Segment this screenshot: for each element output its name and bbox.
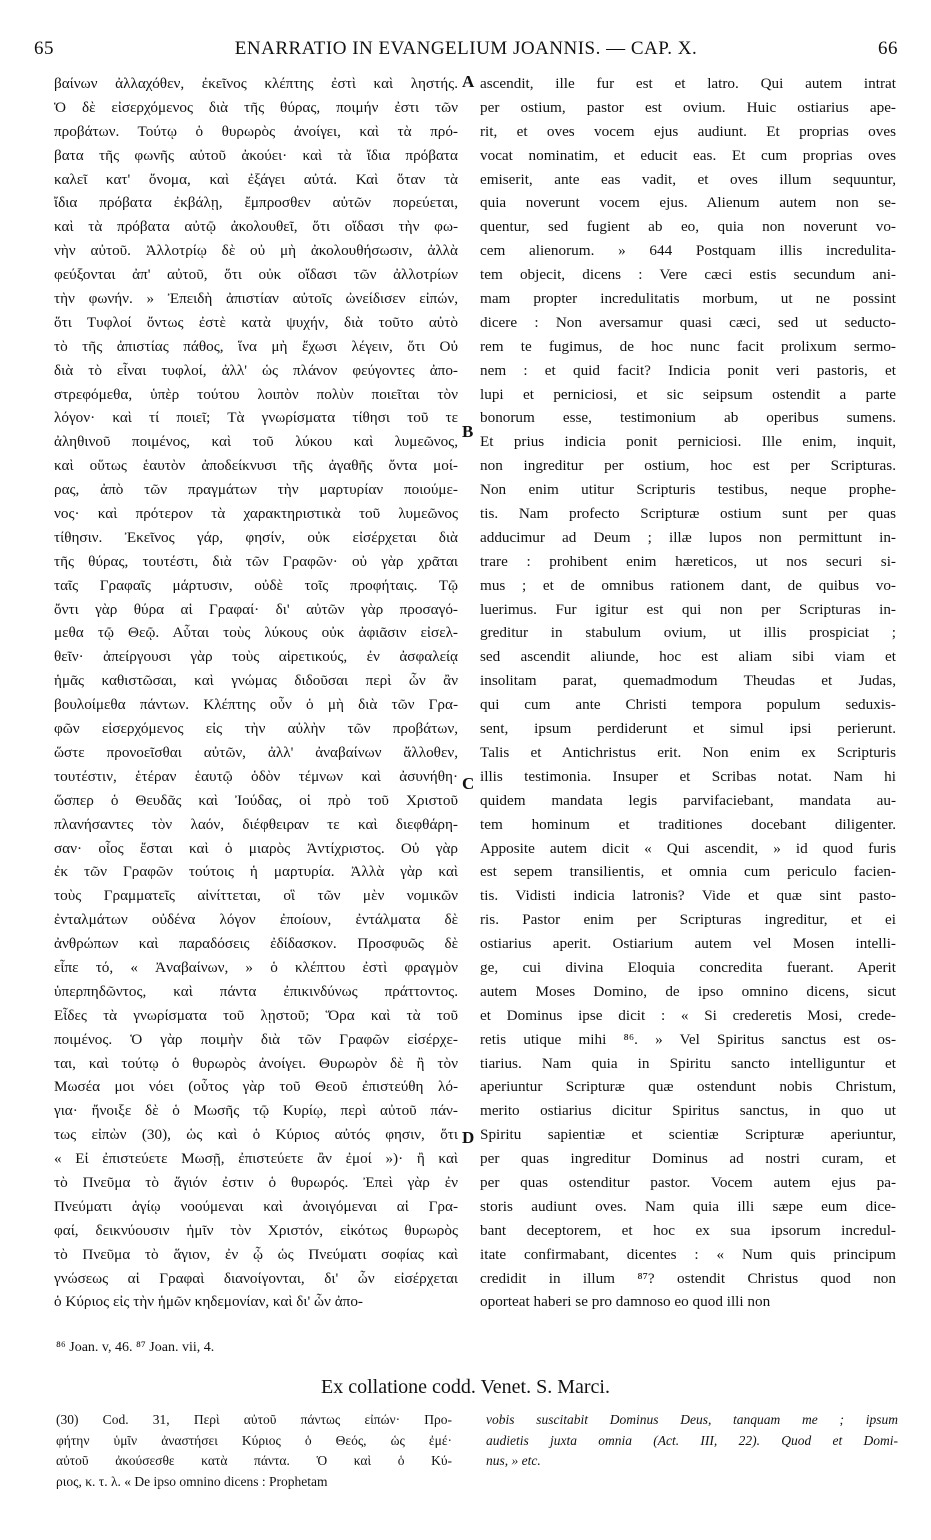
latin-text-line: tis. Vidisti indicia latronis? Vide et quæ sint pasto-	[480, 887, 896, 905]
latin-text-line: rem te fugimus, de hoc nunc facit prolixum sermo-	[480, 337, 896, 355]
latin-text-line: Apposite autem dicit « Qui ascendit, » id quod furis	[480, 839, 896, 857]
greek-text-line: φαί, δεικνύουσιν ἡμῖν τὸν Χριστόν, εἰκότως θυρωρὸς	[54, 1221, 458, 1239]
latin-text-line: non ingreditur per ostium, hoc est per Scripturas.	[480, 457, 896, 475]
greek-text-column	[54, 72, 458, 1314]
latin-text-line: Non enim utitur Scripturis testibus, neque prophe-	[480, 481, 896, 499]
latin-text-line: trare : prohibent enim hæreticos, ut nos securi si-	[480, 552, 896, 570]
latin-text-line: nem : et quid facit? Indicia ponit veri pastoris, et	[480, 361, 896, 379]
latin-text-line: ascendit, ille fur est et latro. Qui autem intrat	[480, 75, 896, 92]
greek-text-line: ὑπερπηδῶντος, καὶ πάντα ἐπικινδύνως πράττοντος.	[54, 982, 458, 1000]
latin-text-line: per quas ingreditur Dominus ad nostri curam, et	[480, 1150, 896, 1168]
latin-text-line: Et prius indicia ponit perniciosi. Ille enim, inquit,	[480, 433, 896, 451]
latin-text-line: luerimus. Fur igitur est qui non per Scripturas in-	[480, 600, 896, 618]
latin-text-line: bant deceptorem, et hoc ex sua ipsorum incredul-	[480, 1221, 896, 1239]
greek-text-line: προβάτων. Τούτῳ ὁ θυρωρὸς ἀνοίγει, καὶ τὰ πρό-	[54, 122, 458, 140]
latin-text-line: vocat nominatim, et educit eas. Et cum proprias oves	[480, 146, 896, 164]
greek-text-line: ται, καὶ τούτῳ ὁ θυρωρὸς ἀνοίγει. Θυρωρὸν δὲ ἢ τὸν	[54, 1054, 458, 1072]
greek-text-line: τουτέστιν, ἑτέραν ἑαυτῷ ὁδὸν τέμνων καὶ ἀσυνήθη·	[54, 767, 458, 785]
latin-text-line: mus ; et de omnibus rationem dant, de quibus vo-	[480, 576, 896, 594]
greek-text-line: Μωσέα μοι νόει (οὗτος γὰρ τοῦ Θεοῦ ἐπιστεύθη λό-	[54, 1078, 458, 1096]
latin-text-column	[480, 72, 896, 1314]
footnotes: ⁸⁶ Joan. v, 46. ⁸⁷ Joan. vii, 4.	[56, 1340, 215, 1355]
greek-text-line: τοὺς Γραμματεῖς αἰνίττεται, οἳ τῶν μὲν νομικῶν	[54, 887, 458, 905]
latin-text-line: credidit in illum ⁸⁷? ostendit Christus quod non	[480, 1269, 896, 1287]
latin-text-line: insolitam parat, quemadmodum Theudas et Judas,	[480, 672, 896, 690]
latin-text-line: rit, et oves vocem ejus audiunt. Et proprias oves	[480, 122, 896, 140]
greek-text-line: λόγον· καὶ τί ποιεῖ; Τὰ γνωρίσματα τίθησι τοῦ τε	[54, 409, 458, 427]
margin-marker-b: B	[462, 422, 474, 441]
greek-text-line: τὴν φωνήν. » Ἐπειδὴ ἀπιστίαν αὐτοῖς ὠνείδισεν εἰπών,	[54, 290, 458, 308]
latin-text-line: ostiarius aperit. Ostiarium autem vel Mosen intelli-	[480, 935, 896, 953]
critical-note-left	[56, 1410, 452, 1492]
greek-text-line: τὸ Πνεῦμα τὸ ἅγιον, ἐν ᾧ ὡς Πνεύματι σοφίας καὶ	[54, 1245, 458, 1263]
note-line: φήτην ὑμῖν ἀναστήσει Κύριος ὁ Θεός, ὡς ἐμέ·	[56, 1432, 452, 1448]
greek-text-line: « Εἰ ἐπιστεύετε Μωσῇ, ἐπιστεύετε ἂν ἐμοί »)· ἢ καὶ	[54, 1150, 458, 1168]
greek-text-line: ἐνταλμάτων οὐδένα λόγον ἐποίουν, ἐντάλματα δὲ	[54, 911, 458, 929]
greek-text-line: ὅτι Τυφλοί ὄντως ἐστὲ κατὰ ψυχήν, διὰ τοῦτο αὐτὸ	[54, 313, 458, 331]
greek-text-line: Πνεύματι ἁγίῳ νοούμεναι καὶ ἀνοιγόμεναι αἱ Γρα-	[54, 1197, 458, 1215]
collation-heading: Ex collatione codd. Venet. S. Marci.	[320, 1376, 610, 1398]
latin-text-line: retis utique mihi ⁸⁶. » Vel Spiritus sanctus est os-	[480, 1030, 896, 1048]
latin-text-line: ge, cui divina Eloquia concredita fuerant. Aperit	[480, 958, 896, 976]
greek-text-line: τίθησιν. Ἐκεῖνος γάρ, φησίν, οὐκ εἰσέρχεται διὰ	[54, 528, 458, 546]
greek-text-line: σαν· οἷος ἔσται καὶ ὁ μιαρὸς Ἀντίχριστος. Οὐ γὰρ	[54, 839, 458, 857]
greek-text-line: καλεῖ κατ' ὄνομα, καὶ ἐξάγει αὐτά. Καὶ ὅταν τὰ	[54, 170, 458, 188]
latin-text-line: emiserit, ante eas vadit, et oves illum sequuntur,	[480, 170, 896, 188]
latin-text-line: greditur in stabulum ovium, ut illis prospiciat ;	[480, 624, 896, 642]
margin-marker-c: C	[462, 774, 475, 793]
margin-marker-d: D	[462, 1128, 475, 1147]
greek-text-line: ἴδια πρόβατα ἐκβάλῃ, ἔμπροσθεν αὐτῶν πορεύεται,	[54, 194, 458, 212]
page-number-left: 65	[34, 38, 54, 59]
greek-text-line: εἶπε τό, « Ἀναβαίνων, » ὁ κλέπτου ἐστὶ φραγμὸν	[54, 958, 458, 976]
greek-text-line: γνώσεως αἱ Γραφαὶ διανοίγονται, δι' ὧν εἰσέρχεται	[54, 1269, 458, 1287]
greek-text-line: νος· καὶ πρότερον τὰ χαρακτηριστικὰ τοῦ λυμεῶνος	[54, 505, 458, 523]
note-line: nus, » etc.	[486, 1453, 541, 1468]
greek-text-line: ποιμένος. Ὁ γὰρ ποιμὴν διὰ τῶν Γραφῶν εἰσέρχε-	[54, 1030, 458, 1048]
greek-text-line: καὶ τὰ πρόβατα αὐτῷ ἀκολουθεῖ, ὅτι οἴδασι τὴν φω-	[54, 218, 458, 236]
latin-text-line: Talis et Antichristus erit. Non enim ex Scripturis	[480, 743, 896, 761]
greek-text-line: ὥστε προνοεῖσθαι αὐτῶν, ἀλλ' ἀναβαίνων ἄλλοθεν,	[54, 743, 458, 761]
greek-text-line: ταῖς Γραφαῖς μάρτυσιν, οὐδὲ τοῖς προφήταις. Τῷ	[54, 576, 458, 594]
latin-text-line: oporteat haberi se pro damnoso eo quod illi non	[480, 1293, 771, 1311]
latin-text-line: qui cum ante Christi tempora populum seduxis-	[480, 696, 896, 714]
latin-text-line: lupi et perniciosi, et sic seipsum ostendit a parte	[480, 385, 896, 403]
greek-text-line: βαίνων ἀλλαχόθεν, ἐκεῖνος κλέπτης ἐστὶ καὶ ληστής.	[54, 75, 458, 92]
greek-text-line: θεῖν· ἀπείργουσι γὰρ τοὺς αἱρετικούς, ἐν ἀσφαλείᾳ	[54, 648, 458, 666]
latin-text-line: per quas ostenditur pastor. Vocem autem ejus pa-	[480, 1173, 896, 1191]
page-number-right: 66	[878, 38, 898, 59]
greek-text-line: μεθα τῷ Θεῷ. Αὗται τοὺς λύκους οὐκ ἀφιᾶσιν εἰσελ-	[54, 624, 458, 642]
greek-text-line: τὸ τῆς ἀπιστίας πάθος, ἵνα μὴ ἔχωσι λέγειν, ὅτι Οὐ	[54, 337, 458, 355]
greek-text-line: ἀληθινοῦ ποιμένος, καὶ τοῦ λύκου καὶ λυμεῶνος,	[54, 433, 458, 451]
latin-text-line: mam propter incredulitatis morbum, ut ne possint	[480, 290, 896, 308]
latin-text-line: storis audiunt oves. Nam quia illi sæpe eum dice-	[480, 1197, 896, 1215]
greek-text-line: ὄντι γὰρ θύρα αἱ Γραφαί· δι' αὐτῶν γὰρ προσαγό-	[54, 600, 458, 618]
greek-text-line: φεύξονται ἀπ' αὐτοῦ, ὅτι οὐκ οἴδασι τῶν ἀλλοτρίων	[54, 266, 458, 284]
running-header	[34, 34, 898, 68]
latin-text-line: autem Moses Domino, de ipso omnino dicens, sicut	[480, 982, 896, 1000]
margin-marker-a: A	[462, 72, 475, 91]
latin-text-line: Spiritu sapientiæ et scientiæ Scripturæ aperiuntur,	[480, 1126, 896, 1144]
greek-text-line: για· ἤνοιξε δὲ ὁ Μωσῆς τῷ Κυρίῳ, περὶ αὐτοῦ πάν-	[54, 1102, 458, 1120]
latin-text-line: et Dominus ipse dicit : « Si crederetis Mosi, crede-	[480, 1006, 896, 1024]
greek-text-line: ρας, ἀπὸ τῶν πραγμάτων τὴν μαρτυρίαν ποιούμε-	[54, 481, 458, 499]
latin-text-line: tis. Nam profecto Scripturæ ostium sunt per quas	[480, 505, 896, 523]
latin-text-line: per ostium, pastor est ovium. Huic ostiarius ape-	[480, 98, 896, 116]
latin-text-line: tiarius. Nam quia in Spiritu sancto intelliguntur et	[480, 1054, 896, 1072]
greek-text-line: φῶν εἰσερχόμενος εἰς τὴν αὐλὴν τῶν προβάτων,	[54, 720, 458, 738]
greek-text-line: στρεφόμεθα, ὑπὲρ τούτου λοιπὸν πολὺν ποιεῖται τὸν	[54, 385, 458, 403]
greek-text-line: ὁ Κύριος εἰς τὴν ἡμῶν κηδεμονίαν, καὶ δι' ὧν ἀπο-	[54, 1293, 363, 1311]
note-line: ριος, κ. τ. λ. « De ipso omnino dicens : Prophetam	[56, 1473, 328, 1489]
latin-text-line: adducimur ad Deum ; illæ lupos non permittunt in-	[480, 528, 896, 546]
latin-text-line: quentur, sed fugient ab eo, quia non noverunt vo-	[480, 218, 896, 236]
latin-text-line: quia noverunt vocem ejus. Alienum autem non se-	[480, 194, 896, 212]
greek-text-line: τὸ Πνεῦμα τὸ ἅγιόν ἐστιν ὁ θυρωρός. Ἐπεὶ γὰρ ἐν	[54, 1173, 458, 1191]
greek-text-line: Ὁ δὲ εἰσερχόμενος διὰ τῆς θύρας, ποιμήν ἐστι τῶν	[54, 98, 458, 116]
latin-text-line: tem objecit, dicens : Vere cæci estis secundum ani-	[480, 266, 896, 284]
greek-text-line: διὰ τὸ εἶναι τυφλοί, ἀλλ' ὡς πλάνον φεύγοντες ἀπο-	[54, 361, 458, 379]
greek-text-line: Εἶδες τὰ γνωρίσματα τοῦ λῃστοῦ; Ὅρα καὶ τὰ τοῦ	[54, 1006, 458, 1024]
note-line: vobis suscitabit Dominus Deus, tanquam me ; ipsum	[486, 1412, 898, 1427]
latin-text-line: ris. Pastor enim per Scripturas ingreditur, et ei	[480, 911, 896, 929]
greek-text-line: πλανήσαντες τὸν λαόν, διέφθειραν τε καὶ διεφθάρη-	[54, 815, 458, 833]
note-line: (30) Cod. 31, Περὶ αὐτοῦ πάντως εἰπών· Προ-	[56, 1412, 452, 1427]
greek-text-line: τῆς θύρας, τουτέστι, διὰ τῶν Γραφῶν· οὐ γὰρ χρᾶται	[54, 552, 458, 570]
greek-text-line: ὥσπερ ὁ Θευδᾶς καὶ Ἰούδας, οἱ πρὸ τοῦ Χριστοῦ	[54, 791, 458, 809]
running-title: ENARRATIO IN EVANGELIUM JOANNIS. — CAP. X.	[234, 38, 698, 59]
latin-text-line: cem alienorum. » 644 Postquam illis incredulita-	[480, 242, 896, 260]
critical-note-right	[486, 1410, 898, 1472]
latin-text-line: tem hominum et traditiones docebant diligenter.	[480, 815, 896, 833]
latin-text-line: merito ostiarius dicitur Spiritus sanctus, in quo ut	[480, 1102, 896, 1120]
latin-text-line: bonorum esse, testimonium ab operibus sumens.	[480, 409, 896, 427]
note-line: audietis juxta omnia (Act. III, 22). Quod et Domi-	[486, 1432, 898, 1448]
latin-text-line: dicere : Non aversamur quasi cæci, sed ut seducto-	[480, 313, 896, 331]
greek-text-line: βουλοίμεθα πάντων. Κλέπτης οὖν ὁ μὴ διὰ τῶν Γρα-	[54, 696, 458, 714]
latin-text-line: sent, ipsum perdiderunt et simul ipsi perierunt.	[480, 720, 896, 738]
greek-text-line: βατα τῆς φωνῆς αὐτοῦ ἀκούει· καὶ τὰ ἴδια πρόβατα	[54, 146, 458, 164]
latin-text-line: quidem mandata legis parvifaciebant, mandata au-	[480, 791, 896, 809]
greek-text-line: νὴν αὐτοῦ. Ἀλλοτρίῳ δὲ οὐ μὴ ἀκολουθήσωσιν, ἀλλὰ	[54, 242, 458, 260]
latin-text-line: illis testimonia. Insuper et Scribas notat. Nam hi	[480, 767, 896, 785]
note-line: αὐτοῦ ἀκούσεσθε κατὰ πάντα. Ὁ καὶ ὁ Κύ-	[56, 1453, 452, 1468]
greek-text-line: ἀνθρώπων καὶ παραδόσεις ἐδίδασκον. Προσφυῶς δὲ	[54, 935, 458, 953]
latin-text-line: sed ascendit aliunde, hoc est aliam sibi viam et	[480, 648, 896, 666]
latin-text-line: itate confirmabant, dicentes : « Num quis principum	[480, 1245, 896, 1263]
latin-text-line: aperiuntur Scripturæ quæ ostendunt nobis Christum,	[480, 1078, 896, 1096]
latin-text-line: est sepem transilientis, et omnia cum periculo facien-	[480, 863, 896, 881]
greek-text-line: τως εἰπὼν (30), ὡς καὶ ὁ Κύριος αὐτός φησιν, ὅτι	[54, 1126, 458, 1144]
greek-text-line: ἐκ τῶν Γραφῶν τούτοις ἡ μαρτυρία. Ἀλλὰ γὰρ καὶ	[54, 863, 458, 881]
greek-text-line: ἡμᾶς καθιστῶσαι, καὶ γνώμας διδοῦσαι περὶ ὧν ἂν	[54, 672, 458, 690]
greek-text-line: καὶ οὕτως ἑαυτὸν ἀποδείκνυσι τῆς ἀγαθῆς ὄντα μοί-	[54, 457, 458, 475]
